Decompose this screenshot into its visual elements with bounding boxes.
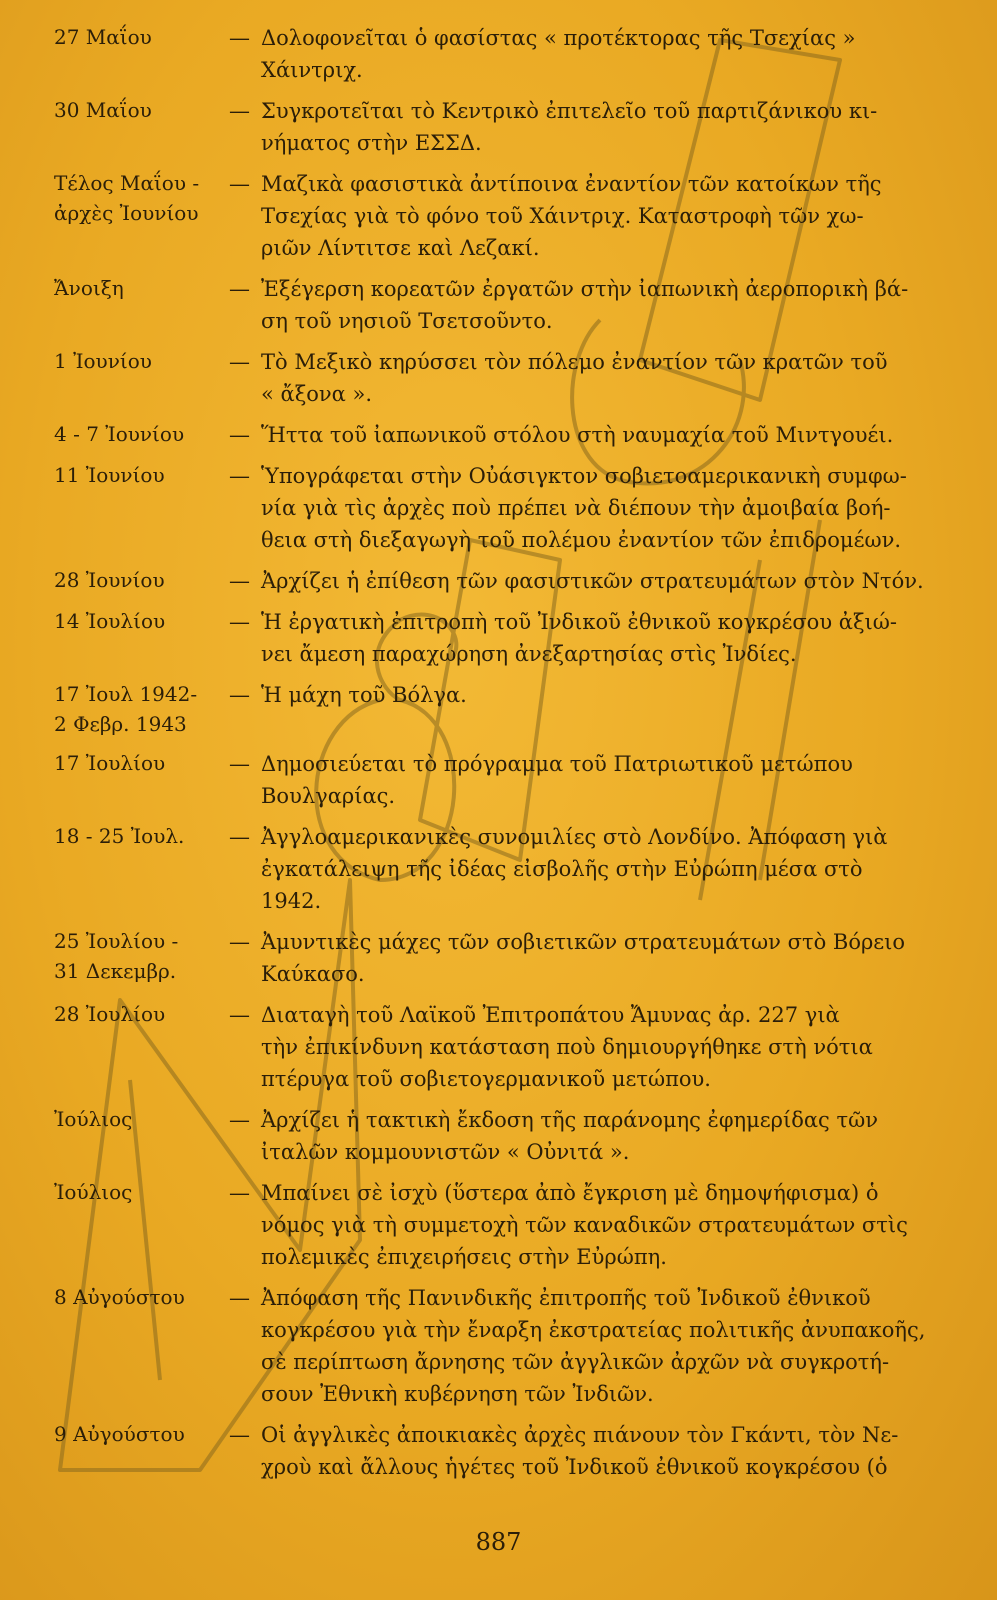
entry-text (261, 1282, 964, 1410)
entry-text-line: Δολοφονεῖται ὁ φασίστας « προτέκτορας τῆς Τσεχίας » (261, 26, 856, 50)
entry-text-line: Τσεχίας γιὰ τὸ φόνο τοῦ Χάιντριχ. Καταστροφὴ τῶν χω- (261, 204, 864, 228)
entry-text (261, 606, 964, 670)
entry-date (54, 1419, 229, 1449)
chronology-entry (54, 168, 964, 264)
entry-date-line: 31 Δεκεμβρ. (54, 959, 177, 983)
chronology-entry (54, 565, 964, 597)
entry-text-line: Ἀγγλοαμερικανικὲς συνομιλίες στὸ Λονδίνο. Ἀπόφαση γιὰ (261, 825, 888, 849)
entry-date-line: 11 Ἰουνίου (54, 463, 165, 487)
entry-text-line: Συγκροτεῖται τὸ Κεντρικὸ ἐπιτελεῖο τοῦ παρτιζάνικου κι- (261, 99, 878, 123)
chronology-entry (54, 1282, 964, 1410)
entry-text-line: Ἀπόφαση τῆς Πανινδικῆς ἐπιτροπῆς τοῦ Ἰνδικοῦ ἐθνικοῦ (261, 1286, 871, 1310)
entry-dash: — (229, 683, 250, 707)
entry-date (54, 1282, 229, 1312)
chronology-entry (54, 748, 964, 812)
entry-text-line: τὴν ἐπικίνδυνη κατάσταση ποὺ δημιουργήθηκε στὴ νότια (261, 1035, 873, 1059)
chronology-entry (54, 95, 964, 159)
entry-text-line: πτέρυγα τοῦ σοβιετογερμανικοῦ μετώπου. (261, 1067, 711, 1091)
entry-dash: — (229, 350, 250, 374)
entry-text (261, 460, 964, 556)
entry-dash: — (229, 99, 250, 123)
entry-date (54, 565, 229, 595)
entry-text-line: ση τοῦ νησιοῦ Τσετσοῦντο. (261, 309, 553, 333)
page-number: 887 (475, 1528, 522, 1556)
entry-dash: — (229, 825, 250, 849)
entry-text (261, 95, 964, 159)
entry-text-line: Χάιντριχ. (261, 58, 363, 82)
entry-text-line: Καύκασο. (261, 962, 365, 986)
entry-date (54, 679, 229, 739)
entry-dash: — (229, 423, 250, 447)
chronology-entry (54, 999, 964, 1095)
entry-date (54, 168, 229, 228)
entry-text (261, 419, 964, 451)
entry-dash: — (229, 610, 250, 634)
entry-date-line: Ἰούλιος (54, 1107, 133, 1131)
entry-text (261, 273, 964, 337)
entry-date (54, 748, 229, 778)
chronology-entry (54, 821, 964, 917)
entry-text (261, 346, 964, 410)
entry-text (261, 1177, 964, 1273)
entry-date (54, 926, 229, 986)
chronology-entry (54, 1177, 964, 1273)
entry-text-line: νήματος στὴν ΕΣΣΔ. (261, 131, 482, 155)
entry-text-line: θεια στὴ διεξαγωγὴ τοῦ πολέμου ἐναντίον τῶν ἐπιδρομέων. (261, 528, 902, 552)
entry-date-line: ἀρχὲς Ἰουνίου (54, 201, 199, 225)
entry-dash: — (229, 1286, 250, 1310)
entry-date-line: 27 Μαΐου (54, 25, 152, 49)
entry-text (261, 22, 964, 86)
entry-date (54, 999, 229, 1029)
chronology-entry (54, 346, 964, 410)
entry-text-line: Ἀμυντικὲς μάχες τῶν σοβιετικῶν στρατευμάτων στὸ Βόρειο (261, 930, 906, 954)
chronology-entry (54, 1419, 964, 1483)
entry-date-line: Ἄνοιξη (54, 276, 124, 300)
entry-text-line: Ἀρχίζει ἡ ἐπίθεση τῶν φασιστικῶν στρατευμάτων στὸν Ντόν. (261, 569, 924, 593)
entry-text-line: Ἡ ἐργατικὴ ἐπιτροπὴ τοῦ Ἰνδικοῦ ἐθνικοῦ κογκρέσου ἀξιώ- (261, 610, 897, 634)
entry-text-line: Οἱ ἀγγλικὲς ἀποικιακὲς ἀρχὲς πιάνουν τὸν Γκάντι, τὸν Νε- (261, 1423, 899, 1447)
entry-date-line: 30 Μαΐου (54, 98, 152, 122)
entry-text (261, 999, 964, 1095)
chronology-entry (54, 273, 964, 337)
entry-date-line: 4 - 7 Ἰουνίου (54, 422, 185, 446)
entry-date-line: 18 - 25 Ἰουλ. (54, 824, 185, 848)
entry-text-line: Ἐξέγερση κορεατῶν ἐργατῶν στὴν ἰαπωνικὴ ἀεροπορικὴ βά- (261, 277, 909, 301)
entry-date (54, 273, 229, 303)
chronology-entry (54, 926, 964, 990)
entry-date-line: 1 Ἰουνίου (54, 349, 152, 373)
entry-text-line: πολεμικὲς ἐπιχειρήσεις στὴν Εὐρώπη. (261, 1245, 667, 1269)
entry-text-line: ριῶν Λίντιτσε καὶ Λεζακί. (261, 236, 540, 260)
entry-date (54, 606, 229, 636)
entry-date (54, 821, 229, 851)
entry-text-line: Διαταγὴ τοῦ Λαϊκοῦ Ἐπιτροπάτου Ἄμυνας ἀρ. 227 γιὰ (261, 1003, 840, 1027)
entry-text-line: Τὸ Μεξικὸ κηρύσσει τὸν πόλεμο ἐναντίον τῶν κρατῶν τοῦ (261, 350, 888, 374)
entry-dash: — (229, 1003, 250, 1027)
entry-text-line: Ἥττα τοῦ ἰαπωνικοῦ στόλου στὴ ναυμαχία τοῦ Μιντγουέι. (261, 423, 894, 447)
entry-text-line: ἐγκατάλειψη τῆς ἰδέας εἰσβολῆς στὴν Εὐρώπη μέσα στὸ (261, 857, 863, 881)
entry-date-line: 25 Ἰουλίου - (54, 929, 179, 953)
entry-text-line: Ἀρχίζει ἡ τακτικὴ ἔκδοση τῆς παράνομης ἐφημερίδας τῶν (261, 1108, 878, 1132)
entry-text-line: Μπαίνει σὲ ἰσχὺ (ὕστερα ἀπὸ ἔγκριση μὲ δημοψήφισμα) ὁ (261, 1181, 879, 1205)
entry-text-line: Μαζικὰ φασιστικὰ ἀντίποινα ἐναντίον τῶν κατοίκων τῆς (261, 172, 882, 196)
entry-text-line: νει ἄμεση παραχώρηση ἀνεξαρτησίας στὶς Ἰνδίες. (261, 642, 797, 666)
entry-date (54, 460, 229, 490)
entry-text (261, 168, 964, 264)
entry-text-line: σὲ περίπτωση ἄρνησης τῶν ἀγγλικῶν ἀρχῶν νὰ συγκροτή- (261, 1350, 890, 1374)
entry-dash: — (229, 930, 250, 954)
entry-text (261, 679, 964, 711)
entry-dash: — (229, 464, 250, 488)
entry-dash: — (229, 1108, 250, 1132)
entry-date (54, 346, 229, 376)
entry-date (54, 95, 229, 125)
entry-dash: — (229, 277, 250, 301)
chronology-entry (54, 22, 964, 86)
entry-dash: — (229, 569, 250, 593)
entry-text-line: 1942. (261, 889, 322, 913)
entry-date (54, 1177, 229, 1207)
entry-text (261, 1104, 964, 1168)
entry-text-line: Βουλγαρίας. (261, 784, 396, 808)
entry-text (261, 926, 964, 990)
entry-text-line: Δημοσιεύεται τὸ πρόγραμμα τοῦ Πατριωτικοῦ μετώπου (261, 752, 853, 776)
entry-text-line: κογκρέσου γιὰ τὴν ἔναρξη ἐκστρατείας πολιτικῆς ἀνυπακοῆς, (261, 1318, 926, 1342)
entry-date-line: Ἰούλιος (54, 1180, 133, 1204)
chronology-entry (54, 679, 964, 739)
entry-date-line: 17 Ἰουλίου (54, 751, 166, 775)
entry-date-line: 9 Αὐγούστου (54, 1422, 185, 1446)
chronology-list (54, 22, 964, 1492)
entry-date-line: Τέλος Μαΐου - (54, 171, 200, 195)
chronology-entry (54, 460, 964, 556)
entry-dash: — (229, 1423, 250, 1447)
entry-date-line: 28 Ἰουνίου (54, 568, 165, 592)
entry-date-line: 8 Αὐγούστου (54, 1285, 185, 1309)
entry-text-line: Ὑπογράφεται στὴν Οὐάσιγκτον σοβιετοαμερικανικὴ συμφω- (261, 464, 907, 488)
entry-text (261, 821, 964, 917)
entry-text (261, 1419, 964, 1483)
entry-text-line: « ἄξονα ». (261, 382, 373, 406)
entry-date-line: 28 Ἰουλίου (54, 1002, 166, 1026)
entry-text (261, 565, 964, 597)
entry-date-line: 17 Ἰουλ 1942- (54, 682, 198, 706)
entry-text (261, 748, 964, 812)
entry-dash: — (229, 172, 250, 196)
entry-text-line: νία γιὰ τὶς ἀρχὲς ποὺ πρέπει νὰ διέπουν τὴν ἀμοιβαία βοή- (261, 496, 891, 520)
entry-date-line: 2 Φεβρ. 1943 (54, 712, 187, 736)
entry-text-line: νόμος γιὰ τὴ συμμετοχὴ τῶν καναδικῶν στρατευμάτων στὶς (261, 1213, 908, 1237)
entry-dash: — (229, 1181, 250, 1205)
entry-date (54, 419, 229, 449)
chronology-entry (54, 606, 964, 670)
entry-date (54, 22, 229, 52)
entry-date-line: 14 Ἰουλίου (54, 609, 166, 633)
entry-dash: — (229, 26, 250, 50)
chronology-entry (54, 1104, 964, 1168)
entry-text-line: χροὺ καὶ ἄλλους ἡγέτες τοῦ Ἰνδικοῦ ἐθνικοῦ κογκρέσου (ὁ (261, 1455, 888, 1479)
entry-date (54, 1104, 229, 1134)
entry-text-line: σουν Ἐθνικὴ κυβέρνηση τῶν Ἰνδιῶν. (261, 1382, 654, 1406)
entry-text-line: Ἡ μάχη τοῦ Βόλγα. (261, 683, 467, 707)
entry-text-line: ἰταλῶν κομμουνιστῶν « Οὐνιτά ». (261, 1140, 630, 1164)
chronology-entry (54, 419, 964, 451)
entry-dash: — (229, 752, 250, 776)
